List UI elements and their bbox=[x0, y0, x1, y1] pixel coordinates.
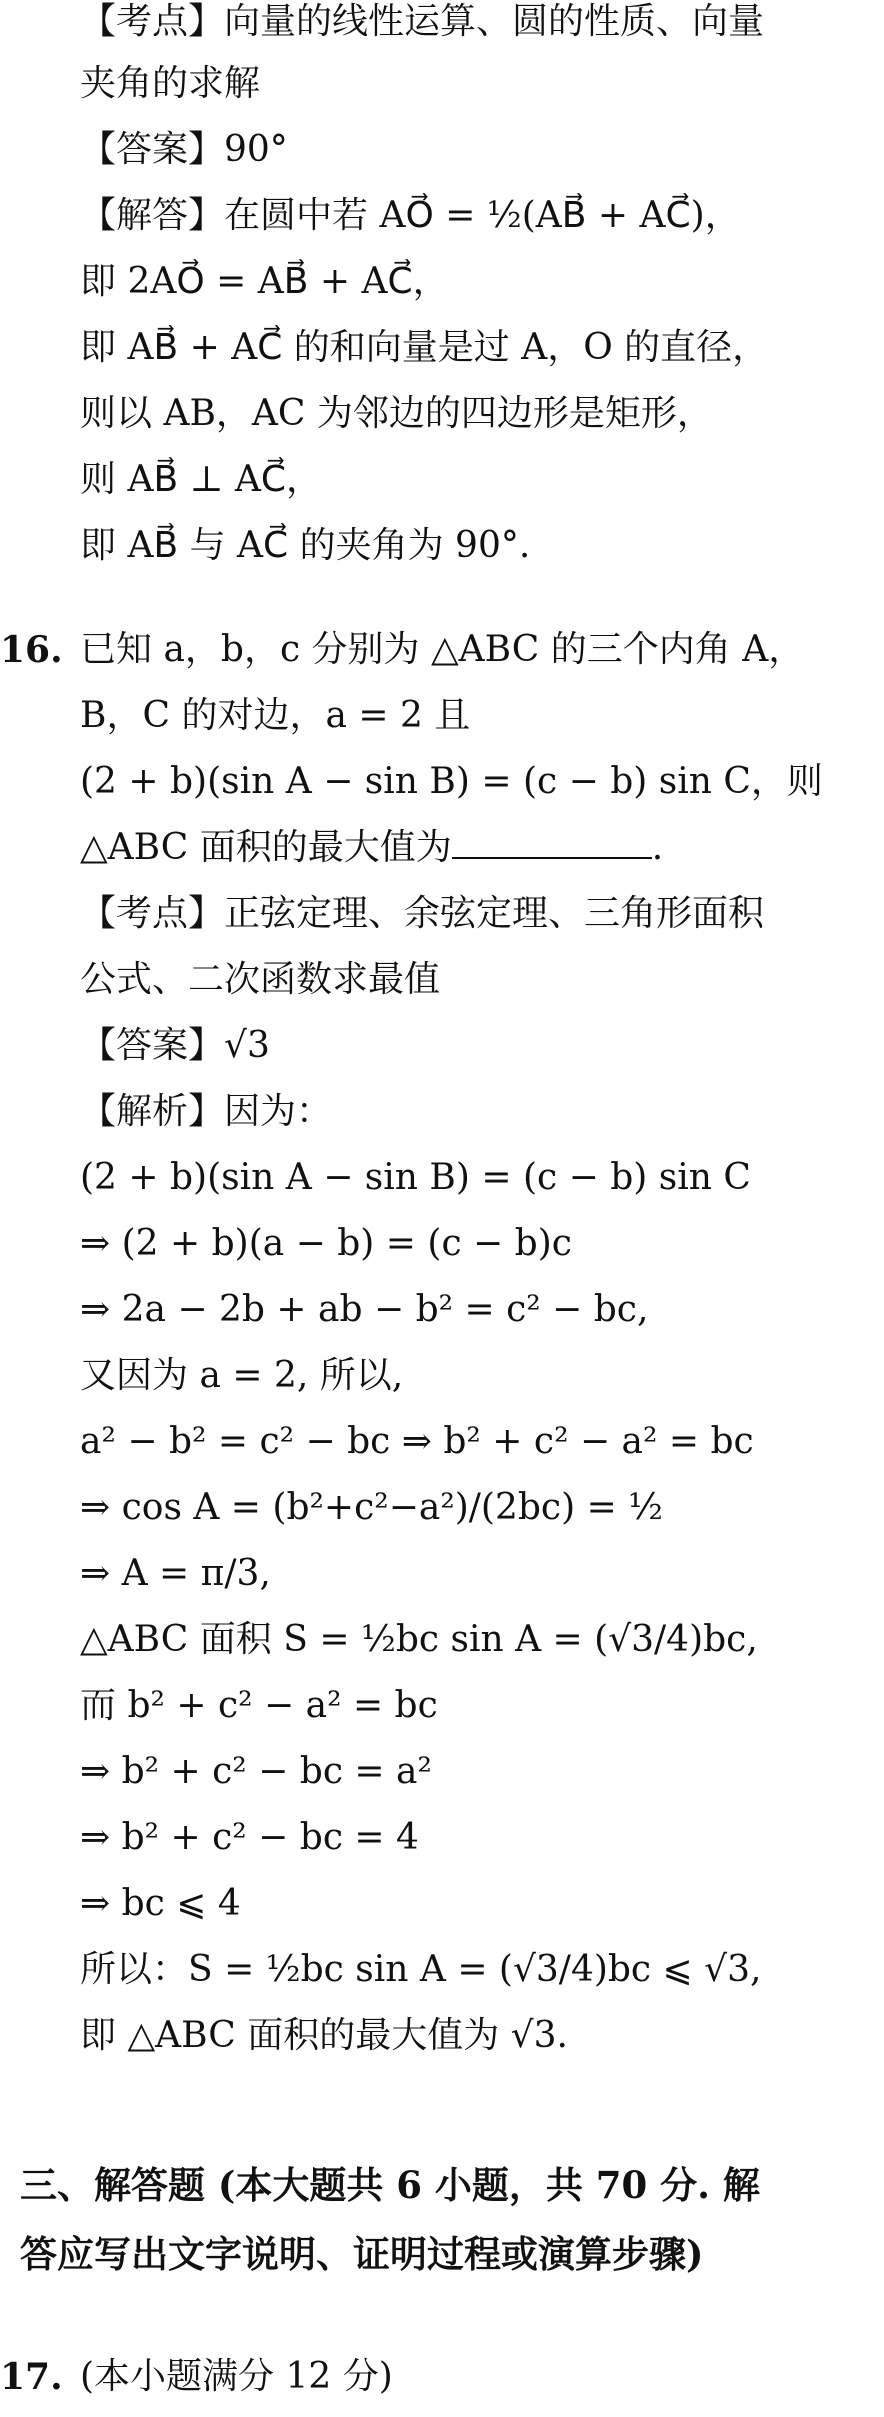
q16-stem-line3: (2 + b)(sin A − sin B) = (c − b) sin C，则 bbox=[80, 761, 823, 802]
q16-step-5: a² − b² = c² − bc ⇒ b² + c² − a² = bc bbox=[80, 1421, 754, 1462]
q16-step-2: ⇒ (2 + b)(a − b) = (c − b)c bbox=[80, 1223, 572, 1264]
section3-heading-line2 bbox=[20, 2224, 704, 2285]
q16-stem-line1: 已知 a，b，c 分别为 △ABC 的三个内角 A， bbox=[80, 629, 805, 670]
q15-kaodian-line1: 【考点】向量的线性运算、圆的性质、向量 bbox=[80, 1, 765, 42]
q15-solution-line3: 即 AB⃗ + AC⃗ 的和向量是过 A，O 的直径， bbox=[80, 327, 769, 368]
q17-number: 17. bbox=[0, 2356, 63, 2398]
q16-conclusion: 即 △ABC 面积的最大值为 √3. bbox=[80, 2015, 568, 2056]
section3-text2: 答应写出文字说明、证明过程或演算步骤) bbox=[20, 2232, 704, 2276]
q16-step-13: 所以：S = ½bc sin A = (√3/4)bc ⩽ √3, bbox=[80, 1949, 762, 1990]
q16-step-8: △ABC 面积 S = ½bc sin A = (√3/4)bc, bbox=[80, 1619, 758, 1660]
q16-analysis-head: 【解析】因为： bbox=[80, 1091, 333, 1132]
section3-text1: 三、解答题 (本大题共 6 小题，共 70 分. 解 bbox=[20, 2163, 760, 2207]
q15-kaodian-line2: 夹角的求解 bbox=[80, 63, 261, 104]
q15-solution-line6: 即 AB⃗ 与 AC⃗ 的夹角为 90°. bbox=[80, 525, 531, 566]
q16-number: 16. bbox=[0, 629, 63, 671]
q16-stem-end: . bbox=[651, 827, 664, 868]
answer-blank bbox=[452, 821, 652, 859]
q16-step-7: ⇒ A = π/3, bbox=[80, 1553, 271, 1594]
q16-step-9: 而 b² + c² − a² = bc bbox=[80, 1685, 438, 1726]
q17-score-note: (本小题满分 12 分) bbox=[80, 2356, 393, 2397]
q16-step-3: ⇒ 2a − 2b + ab − b² = c² − bc, bbox=[80, 1289, 649, 1330]
section3-heading-line1 bbox=[20, 2155, 760, 2216]
q16-kaodian-line2: 公式、二次函数求最值 bbox=[80, 959, 441, 1000]
q16-step-6: ⇒ cos A = (b²+c²−a²)/(2bc) = ½ bbox=[80, 1487, 664, 1528]
q15-solution-line1: 【解答】在圆中若 AO⃗ = ½(AB⃗ + AC⃗)， bbox=[80, 195, 741, 236]
q15-solution-line2: 即 2AO⃗ = AB⃗ + AC⃗， bbox=[80, 261, 449, 302]
q16-step-12: ⇒ bc ⩽ 4 bbox=[80, 1883, 241, 1924]
q16-answer: 【答案】√3 bbox=[80, 1025, 270, 1066]
q16-stem-text: △ABC 面积的最大值为 bbox=[80, 827, 452, 868]
q16-step-11: ⇒ b² + c² − bc = 4 bbox=[80, 1817, 419, 1858]
q16-step-1: (2 + b)(sin A − sin B) = (c − b) sin C bbox=[80, 1157, 751, 1198]
q16-kaodian-line1: 【考点】正弦定理、余弦定理、三角形面积 bbox=[80, 893, 765, 934]
q16-step-10: ⇒ b² + c² − bc = a² bbox=[80, 1751, 432, 1792]
q15-solution-line5: 则 AB⃗ ⊥ AC⃗， bbox=[80, 459, 323, 500]
q16-step-4: 又因为 a = 2, 所以, bbox=[80, 1355, 404, 1396]
q15-answer: 【答案】90° bbox=[80, 129, 288, 170]
q16-stem-line2: B，C 的对边，a = 2 且 bbox=[80, 695, 471, 736]
q16-stem-line4 bbox=[80, 818, 663, 878]
q15-solution-line4: 则以 AB，AC 为邻边的四边形是矩形， bbox=[80, 393, 713, 434]
